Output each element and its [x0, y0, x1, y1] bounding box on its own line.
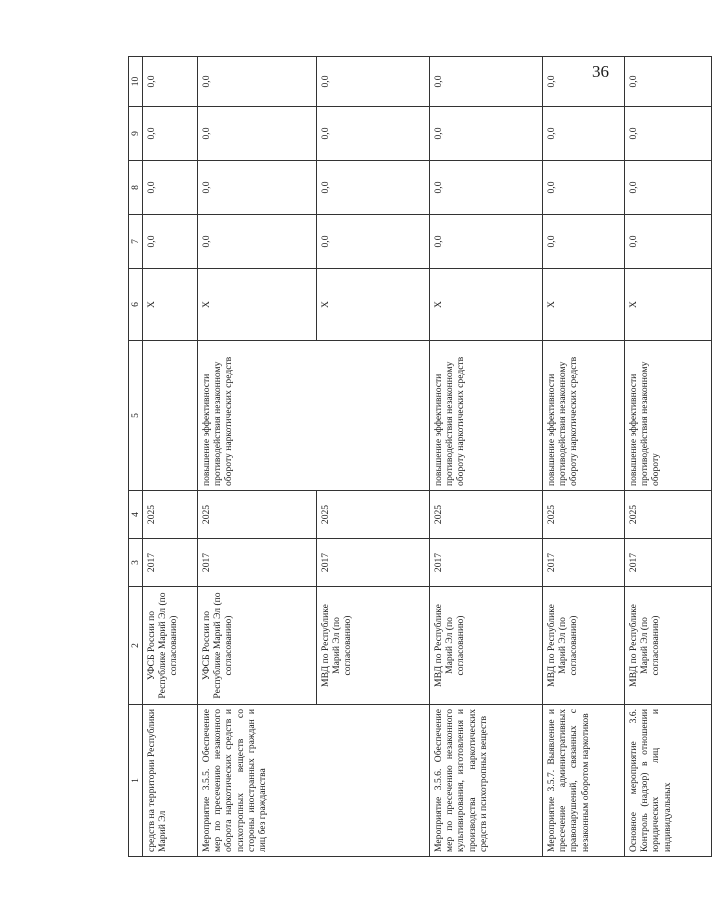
table-row: [430, 57, 543, 857]
indicator-mark: X: [198, 269, 317, 341]
executor: МВД по Республике Марий Эл (по согласованию): [430, 587, 543, 705]
funding-value: 0,0: [430, 107, 543, 161]
column-header: 8: [129, 161, 143, 215]
executor: УФСБ России по Республике Марий Эл (по согласованию): [143, 587, 198, 705]
column-header: 5: [129, 341, 143, 491]
funding-value: 0,0: [317, 215, 430, 269]
column-header: 6: [129, 269, 143, 341]
funding-value: 0,0: [317, 57, 430, 107]
funding-value: 0,0: [543, 161, 625, 215]
end-year: 2025: [143, 491, 198, 539]
column-header: 10: [129, 57, 143, 107]
start-year: 2017: [625, 539, 712, 587]
funding-value: 0,0: [625, 107, 712, 161]
start-year: 2017: [198, 539, 317, 587]
page-number: 36: [592, 62, 609, 81]
funding-value: 0,0: [143, 215, 198, 269]
expected-result: повышение эффективности противодействия незаконному обороту наркотических средств: [430, 341, 543, 491]
funding-value: 0,0: [430, 215, 543, 269]
start-year: 2017: [143, 539, 198, 587]
funding-value: 0,0: [198, 161, 317, 215]
funding-value: 0,0: [198, 57, 317, 107]
end-year: 2025: [625, 491, 712, 539]
funding-value: 0,0: [143, 107, 198, 161]
executor: МВД по Республике Марий Эл (по согласованию): [543, 587, 625, 705]
indicator-mark: X: [430, 269, 543, 341]
table-row: [143, 57, 198, 857]
executor: УФСБ России по Республике Марий Эл (по согласованию): [198, 587, 317, 705]
column-header: 7: [129, 215, 143, 269]
executor: МВД по Республике Марий Эл (по согласованию): [317, 587, 430, 705]
column-header: 9: [129, 107, 143, 161]
column-header: 4: [129, 491, 143, 539]
funding-value: 0,0: [625, 57, 712, 107]
table-row: [198, 57, 317, 857]
measure-name: Мероприятие 3.5.5. Обеспечение мер по пресечению незаконного оборота наркотических средств и психотропных веществ со стороны иностранных граждан и лиц без гражданства: [198, 705, 430, 857]
measure-name: Основное мероприятие 3.6. Контроль (надзор) в отношении юридических лиц и индивидуальных: [625, 705, 712, 857]
program-measures-table: [128, 56, 712, 857]
table-row: [543, 57, 625, 857]
expected-result: повышение эффективности противодействия незаконному обороту: [625, 341, 712, 491]
measure-name: Мероприятие 3.5.6. Обеспечение мер по пресечению незаконного культивирования, изготовления и производства наркотических средств и психотропных веществ: [430, 705, 543, 857]
funding-value: 0,0: [625, 161, 712, 215]
funding-value: 0,0: [430, 57, 543, 107]
funding-value: 0,0: [143, 161, 198, 215]
funding-value: 0,0: [625, 215, 712, 269]
funding-value: 0,0: [430, 161, 543, 215]
expected-result: повышение эффективности противодействия незаконному обороту наркотических средств: [198, 341, 430, 491]
table-row: [625, 57, 712, 857]
start-year: 2017: [317, 539, 430, 587]
indicator-mark: X: [543, 269, 625, 341]
funding-value: 0,0: [317, 161, 430, 215]
indicator-mark: X: [625, 269, 712, 341]
column-header: 2: [129, 587, 143, 705]
measure-name: средств на территории Республики Марий Эл: [143, 705, 198, 857]
funding-value: 0,0: [317, 107, 430, 161]
measure-name: Мероприятие 3.5.7. Выявление и пресечение административных правонарушений, связанных с незаконным оборотом наркотиков: [543, 705, 625, 857]
column-header: 3: [129, 539, 143, 587]
end-year: 2025: [198, 491, 317, 539]
end-year: 2025: [430, 491, 543, 539]
funding-value: 0,0: [543, 57, 625, 107]
indicator-mark: X: [317, 269, 430, 341]
start-year: 2017: [430, 539, 543, 587]
header-row: [129, 57, 143, 857]
column-header: 1: [129, 705, 143, 857]
executor: МВД по Республике Марий Эл (по согласованию): [625, 587, 712, 705]
funding-value: 0,0: [143, 57, 198, 107]
expected-result: повышение эффективности противодействия незаконному обороту наркотических средств: [543, 341, 625, 491]
end-year: 2025: [317, 491, 430, 539]
funding-value: 0,0: [543, 107, 625, 161]
start-year: 2017: [543, 539, 625, 587]
funding-value: 0,0: [198, 107, 317, 161]
end-year: 2025: [543, 491, 625, 539]
funding-value: 0,0: [543, 215, 625, 269]
funding-value: 0,0: [198, 215, 317, 269]
rotated-table-container: [128, 57, 673, 857]
expected-result: [143, 341, 198, 491]
indicator-mark: X: [143, 269, 198, 341]
